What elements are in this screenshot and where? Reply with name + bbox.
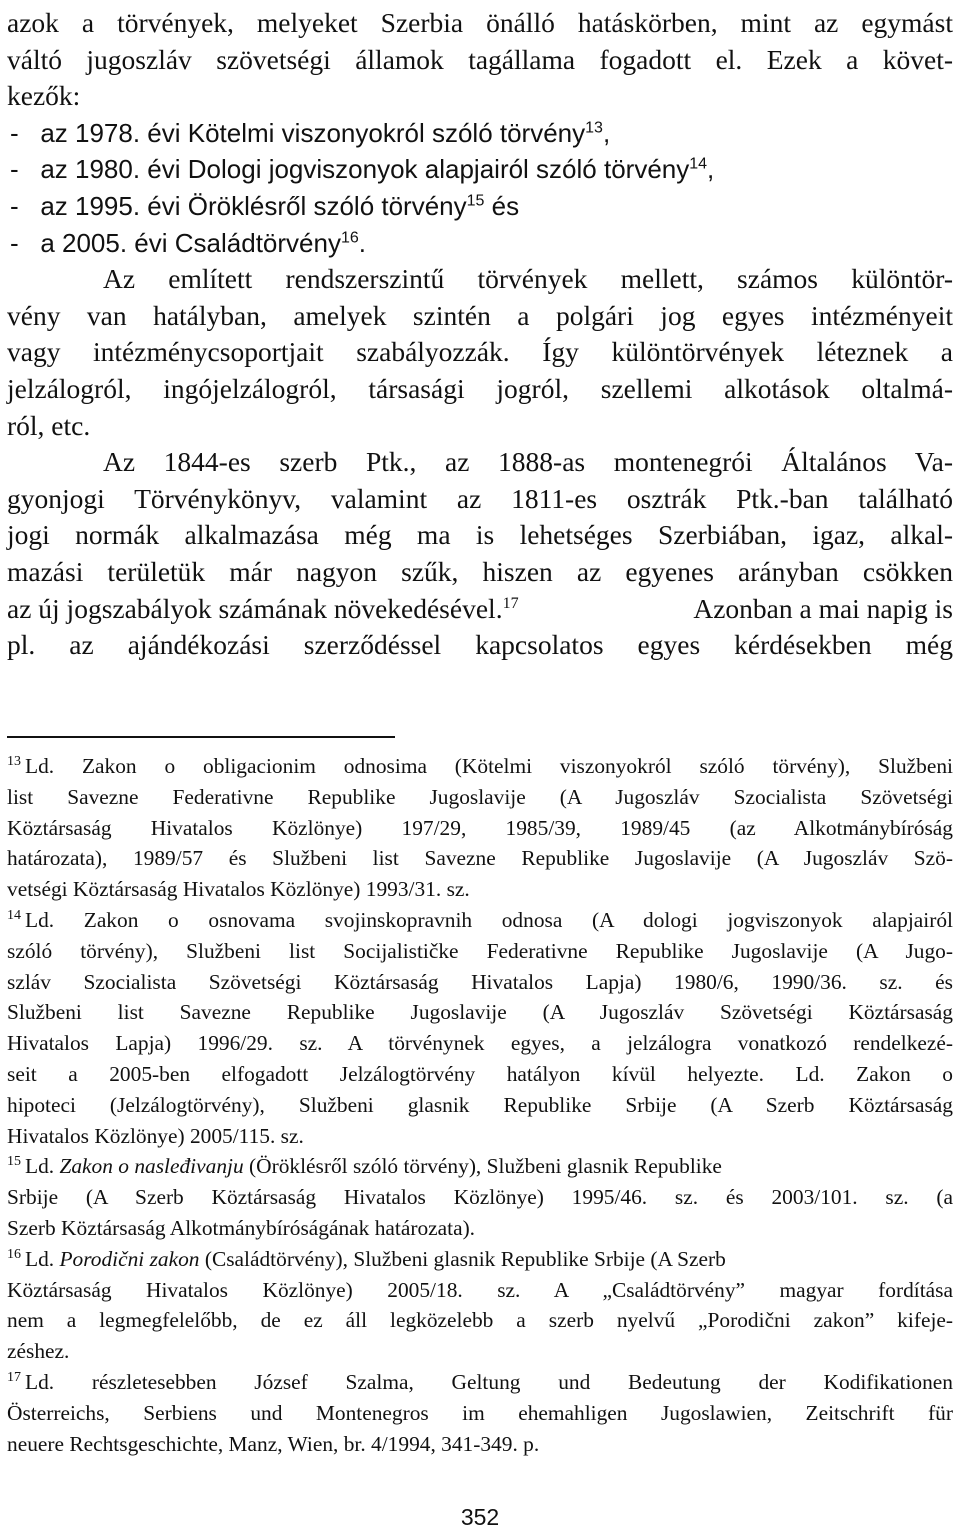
footnote-line: nem a legmegfelelőbb, de ez áll legközelebb a szerb nyelvű „Porodični zakon” kifeje- — [7, 1308, 953, 1333]
list-item: - a 2005. évi Családtörvény$^{16}$. — [10, 227, 366, 258]
footnote-ref[interactable]: 16 — [340, 228, 359, 246]
footnote-13: $^{13}$ Ld. Zakon o obligacionim odnosima (Kötelmi viszonyokról szóló törvény), Službeni — [7, 753, 953, 778]
list-item: - az 1995. évi Öröklésről szóló törvény$^{15}$ és — [10, 190, 520, 221]
footnote-ref[interactable]: 13 — [585, 119, 603, 137]
body-line: pl. az ajándékozási szerződéssel kapcsolatos egyes kérdésekben még — [7, 629, 953, 661]
footnote-line: Srbije (A Szerb Köztársaság Hivatalos Közlönye) 1995/46. sz. és 2003/101. sz. (a — [7, 1185, 953, 1210]
footnote-number: 13 — [7, 753, 21, 769]
footnote-ref[interactable]: 14 — [689, 155, 708, 173]
footnote-line: Službeni list Savezne Republike Jugoslavije (A Jugoszláv Szövetségi Köztársaság — [7, 1000, 953, 1025]
footnote-ref[interactable]: 17 — [502, 594, 519, 612]
footnote-line: szláv Szocialista Szövetségi Köztársaság Hivatalos Lapja) 1980/6, 1990/36. sz. és — [7, 969, 953, 994]
main-body-text — [7, 5, 953, 664]
body-line: az új jogszabályok számának növekedésével.$^{17}$ Azonban a mai napig is — [7, 592, 953, 624]
body-line: kezők: — [7, 80, 81, 112]
footnote-line: list Savezne Federativne Republike Jugoslavije (A Jugoszláv Szocialista Szövetségi — [7, 784, 953, 809]
body-line: jogi normák alkalmazása még ma is lehetséges Szerbiában, igaz, alkal- — [7, 519, 953, 551]
footnote-line: Hivatalos Közlönye) 2005/115. sz. — [7, 1123, 304, 1148]
footnote-17: $^{17}$ Ld. részletesebben József Szalma, Geltung und Bedeutung der Kodifikationen — [7, 1369, 953, 1394]
footnote-number: 14 — [7, 907, 21, 923]
list-item: - az 1978. évi Kötelmi viszonyokról szóló törvény$^{13}$, — [10, 117, 611, 148]
law-title: Zakon o nasleđivanju — [59, 1154, 244, 1179]
law-title: Porodični zakon — [59, 1246, 200, 1271]
body-line: váltó jugoszláv szövetségi államok tagállama fogadott el. Ezek a követ- — [7, 43, 953, 75]
footnote-line: Österreichs, Serbiens und Montenegros im ehemahligen Jugoslawien, Zeitschrift für — [7, 1400, 953, 1425]
body-line: Az 1844-es szerb Ptk., az 1888-as montenegrói Általános Va- — [103, 446, 953, 478]
footnote-line: határozata), 1989/57 és Službeni list Savezne Republike Jugoslavije (A Jugoszláv Szö- — [7, 846, 953, 871]
footnote-line: Köztársaság Hivatalos Közlönye) 197/29, 1985/39, 1989/45 (az Alkotmánybíróság — [7, 815, 953, 840]
footnote-line: Köztársaság Hivatalos Közlönye) 2005/18. sz. A „Családtörvény” magyar fordítása — [7, 1277, 953, 1302]
body-line: azok a törvények, melyeket Szerbia önálló hatáskörben, mint az egymást — [7, 7, 953, 38]
body-line: Az említett rendszerszintű törvények mellett, számos különtör- — [103, 263, 953, 295]
footnote-line: vetségi Köztársaság Hivatalos Közlönye) 1993/31. sz. — [7, 877, 470, 902]
page-number: 352 — [460, 1504, 500, 1530]
footnote-ref[interactable]: 15 — [466, 192, 485, 210]
footnote-number: 16 — [7, 1246, 21, 1262]
body-line: mazási területük már nagyon szűk, hiszen az egyenes arányban csökken — [7, 555, 953, 587]
footnote-14: $^{14}$ Ld. Zakon o osnovama svojinskopravnih odnosa (A dologi jogviszonyok alapjairól — [7, 907, 953, 932]
footnote-number: 17 — [7, 1369, 21, 1385]
footnote-line: szóló törvény), Službeni list Socijalističke Federativne Republike Jugoslavije (A Jugo- — [7, 938, 953, 963]
footnote-line: neuere Rechtsgeschichte, Manz, Wien, br. 4/1994, 341-349. p. — [7, 1431, 540, 1456]
body-line: vagy intézménycsoportjait szabályozzák. Így különtörvények léteznek a — [7, 336, 953, 368]
footnote-line: hipoteci (Jelzálogtörvény), Službeni glasnik Republike Srbije (A Szerb Köztársaság — [7, 1092, 953, 1117]
body-line: vény van hatályban, amelyek szintén a polgári jog egyes intézményeit — [7, 299, 953, 331]
body-line: gyonjogi Törvénykönyv, valamint az 1811-es osztrák Ptk.-ban található — [7, 482, 953, 514]
list-item: - az 1980. évi Dologi jogviszonyok alapjairól szóló törvény$^{14}$, — [10, 154, 715, 185]
footnote-16: $^{16}$ Ld. Porodični zakon (Családtörvény), Službeni glasnik Republike Srbije (A Szerb — [7, 1246, 726, 1271]
footnote-line: seit a 2005-ben elfogadott Jelzálogtörvény hatályon kívül helyezte. Ld. Zakon o — [7, 1061, 953, 1086]
footnotes — [7, 751, 953, 1459]
footnote-separator — [7, 736, 395, 738]
footnote-number: 15 — [7, 1154, 21, 1170]
body-line: jelzálogról, ingójelzálogról, társasági jogról, szellemi alkotások oltalmá- — [7, 372, 953, 404]
footnote-15: $^{15}$ Ld. Zakon o nasleđivanju (Öröklésről szóló törvény), Službeni glasnik Republike — [7, 1154, 722, 1179]
footnote-line: zéshez. — [7, 1339, 70, 1364]
body-line: ról, etc. — [7, 409, 91, 441]
footnote-line: Szerb Köztársaság Alkotmánybíróságának határozata). — [7, 1215, 476, 1240]
footnote-line: Hivatalos Lapja) 1996/29. sz. A törvénynek egyes, a jelzálogra vonatkozó rendelkezé- — [7, 1031, 953, 1056]
